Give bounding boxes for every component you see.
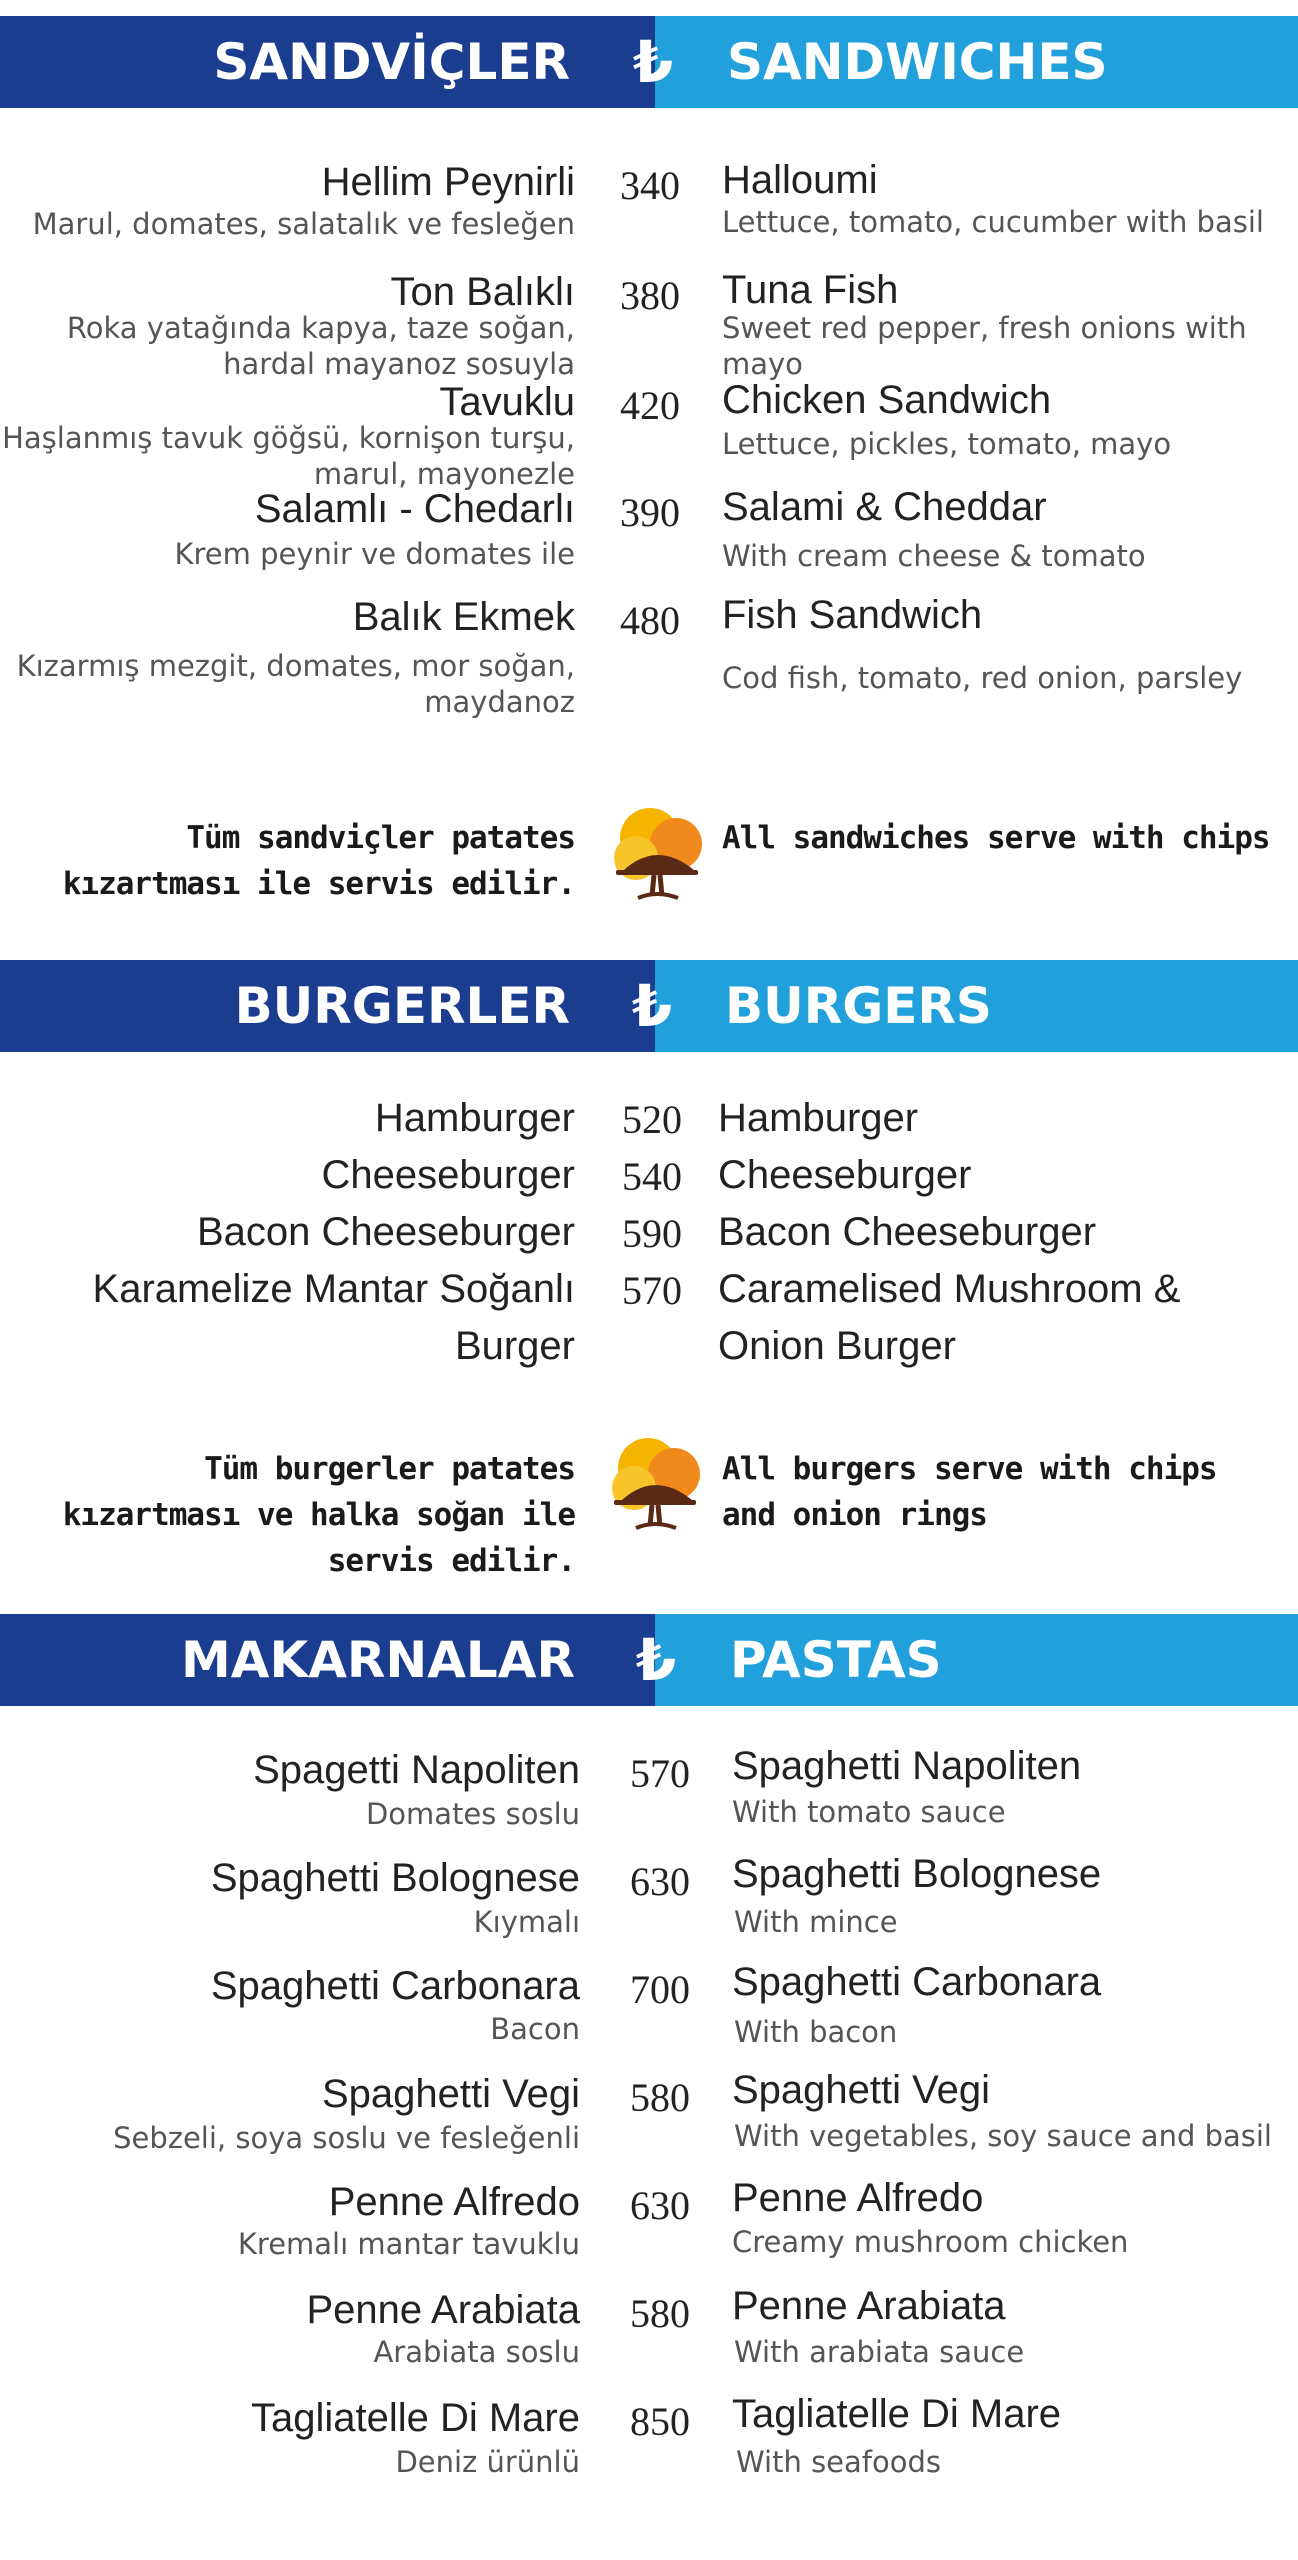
sandwiches-note-en: All sandwiches serve with chips	[722, 820, 1270, 856]
pasta-desc-tr: Deniz ürünlü	[395, 2445, 580, 2479]
pasta-desc-en: With mince	[734, 1905, 898, 1939]
sandwich-name-tr: Tavuklu	[439, 380, 575, 424]
lira-icon: ₺	[632, 28, 674, 96]
burger-name-tr: Bacon Cheeseburger	[196, 1210, 575, 1254]
sandwich-desc-tr: Kızarmış mezgit, domates, mor soğan, maydanoz	[16, 649, 575, 719]
sandwich-price: 390	[620, 490, 680, 535]
pastas-header-right	[655, 1614, 1298, 1706]
pasta-desc-en: With tomato sauce	[732, 1795, 1006, 1829]
pasta-price: 580	[630, 2075, 690, 2120]
sandwich-name-en: Chicken Sandwich	[722, 378, 1052, 422]
pasta-desc-tr: Domates soslu	[365, 1797, 580, 1831]
sandwiches-header	[0, 16, 1298, 108]
burger-name-tr-cont: Burger	[454, 1324, 575, 1368]
sandwich-price: 380	[620, 273, 680, 318]
sandwich-desc-en: Sweet red pepper, fresh onions with mayo	[722, 311, 1247, 381]
pasta-price: 850	[630, 2399, 690, 2444]
pasta-name-tr: Spaghetti Vegi	[322, 2072, 580, 2116]
sandwich-desc-tr: Roka yatağında kapya, taze soğan, hardal mayanoz sosuyla	[66, 311, 575, 381]
pasta-name-en: Spaghetti Carbonara	[732, 1960, 1102, 2004]
burgers-header-right	[655, 960, 1298, 1052]
pasta-desc-en: With seafoods	[736, 2445, 941, 2479]
pasta-desc-en: With bacon	[734, 2015, 898, 2049]
burger-price: 540	[622, 1154, 682, 1199]
pastas-header	[0, 1614, 1298, 1706]
pasta-name-tr: Penne Alfredo	[328, 2180, 580, 2224]
sandwich-price: 420	[620, 383, 680, 428]
burgers-note-tr: Tüm burgerler patates kızartması ve halka soğan ile servis edilir.	[62, 1451, 575, 1579]
pasta-price: 630	[630, 2183, 690, 2228]
sandwich-desc-tr: Marul, domates, salatalık ve fesleğen	[32, 207, 575, 241]
sandwich-desc-tr: Krem peynir ve domates ile	[174, 537, 575, 571]
burger-name-tr: Cheeseburger	[321, 1153, 575, 1197]
sandwich-name-tr: Ton Balıklı	[390, 270, 575, 314]
pasta-name-en: Spaghetti Bolognese	[732, 1852, 1102, 1896]
pasta-price: 630	[630, 1859, 690, 1904]
sandwiches-title-tr: SANDVİÇLER	[213, 33, 570, 91]
burger-price: 520	[622, 1097, 682, 1142]
burgers-header-left	[0, 960, 655, 1052]
restaurant-tree-logo-icon	[600, 1430, 710, 1540]
sandwiches-title-en: SANDWICHES	[727, 33, 1108, 91]
burger-name-en: Caramelised Mushroom &	[718, 1267, 1181, 1311]
burger-name-tr: Karamelize Mantar Soğanlı	[92, 1267, 575, 1311]
sandwich-price: 480	[620, 598, 680, 643]
burger-name-en-cont: Onion Burger	[718, 1324, 956, 1368]
pasta-name-en: Penne Alfredo	[732, 2176, 984, 2220]
sandwich-name-tr: Hellim Peynirli	[321, 160, 575, 204]
sandwich-desc-en: Lettuce, tomato, cucumber with basil	[722, 205, 1264, 239]
sandwich-desc-en: With cream cheese & tomato	[722, 539, 1146, 573]
restaurant-tree-logo-icon	[602, 800, 712, 910]
pasta-price: 580	[630, 2291, 690, 2336]
pasta-name-tr: Tagliatelle Di Mare	[250, 2396, 580, 2440]
pasta-desc-tr: Kıymalı	[473, 1905, 580, 1939]
pasta-desc-tr: Bacon	[490, 2012, 580, 2046]
pasta-name-en: Penne Arabiata	[732, 2284, 1006, 2328]
sandwich-name-en: Fish Sandwich	[722, 593, 983, 637]
pasta-name-tr: Spaghetti Carbonara	[210, 1964, 580, 2008]
burger-name-en: Hamburger	[718, 1096, 919, 1140]
pasta-desc-tr: Sebzeli, soya soslu ve fesleğenli	[113, 2121, 580, 2155]
sandwich-desc-en: Lettuce, pickles, tomato, mayo	[722, 427, 1172, 461]
burger-name-tr: Hamburger	[374, 1096, 575, 1140]
pasta-name-en: Tagliatelle Di Mare	[732, 2392, 1062, 2436]
lira-icon: ₺	[631, 972, 673, 1040]
sandwich-desc-tr: Haşlanmış tavuk göğsü, kornişon turşu, marul, mayonezle	[2, 421, 575, 491]
burger-price: 570	[622, 1268, 682, 1313]
lira-icon: ₺	[635, 1626, 677, 1694]
sandwich-name-tr: Balık Ekmek	[352, 595, 575, 639]
sandwich-name-en: Tuna Fish	[722, 268, 899, 312]
burger-price: 590	[622, 1211, 682, 1256]
pasta-desc-en: Creamy mushroom chicken	[732, 2225, 1129, 2259]
pasta-price: 700	[630, 1967, 690, 2012]
burger-name-en: Cheeseburger	[718, 1153, 972, 1197]
sandwich-desc-en: Cod fish, tomato, red onion, parsley	[722, 661, 1243, 695]
pasta-desc-tr: Arabiata soslu	[373, 2335, 580, 2369]
burgers-title-tr: BURGERLER	[234, 977, 570, 1035]
pasta-name-en: Spaghetti Vegi	[732, 2068, 990, 2112]
sandwich-price: 340	[620, 163, 680, 208]
pasta-name-tr: Spagetti Napoliten	[253, 1748, 580, 1792]
pastas-title-tr: MAKARNALAR	[181, 1631, 575, 1689]
sandwiches-header-left	[0, 16, 655, 108]
sandwich-name-tr: Salamlı - Chedarlı	[254, 487, 575, 531]
sandwich-name-en: Halloumi	[722, 158, 878, 202]
sandwich-name-en: Salami & Cheddar	[722, 485, 1047, 529]
burgers-header	[0, 960, 1298, 1052]
sandwiches-note-tr: Tüm sandviçler patates kızartması ile servis edilir.	[62, 820, 575, 902]
burgers-note-en: All burgers serve with chips and onion rings	[722, 1451, 1217, 1533]
sandwiches-header-right	[655, 16, 1298, 108]
pasta-desc-en: With vegetables, soy sauce and basil	[734, 2119, 1272, 2153]
pasta-desc-tr: Kremalı mantar tavuklu	[237, 2227, 580, 2261]
pasta-name-tr: Spaghetti Bolognese	[210, 1856, 580, 1900]
burgers-title-en: BURGERS	[725, 977, 992, 1035]
pastas-title-en: PASTAS	[730, 1631, 942, 1689]
pasta-name-tr: Penne Arabiata	[306, 2288, 580, 2332]
pasta-price: 570	[630, 1751, 690, 1796]
burger-name-en: Bacon Cheeseburger	[718, 1210, 1097, 1254]
pastas-header-left	[0, 1614, 655, 1706]
pasta-name-en: Spaghetti Napoliten	[732, 1744, 1082, 1788]
pasta-desc-en: With arabiata sauce	[734, 2335, 1025, 2369]
